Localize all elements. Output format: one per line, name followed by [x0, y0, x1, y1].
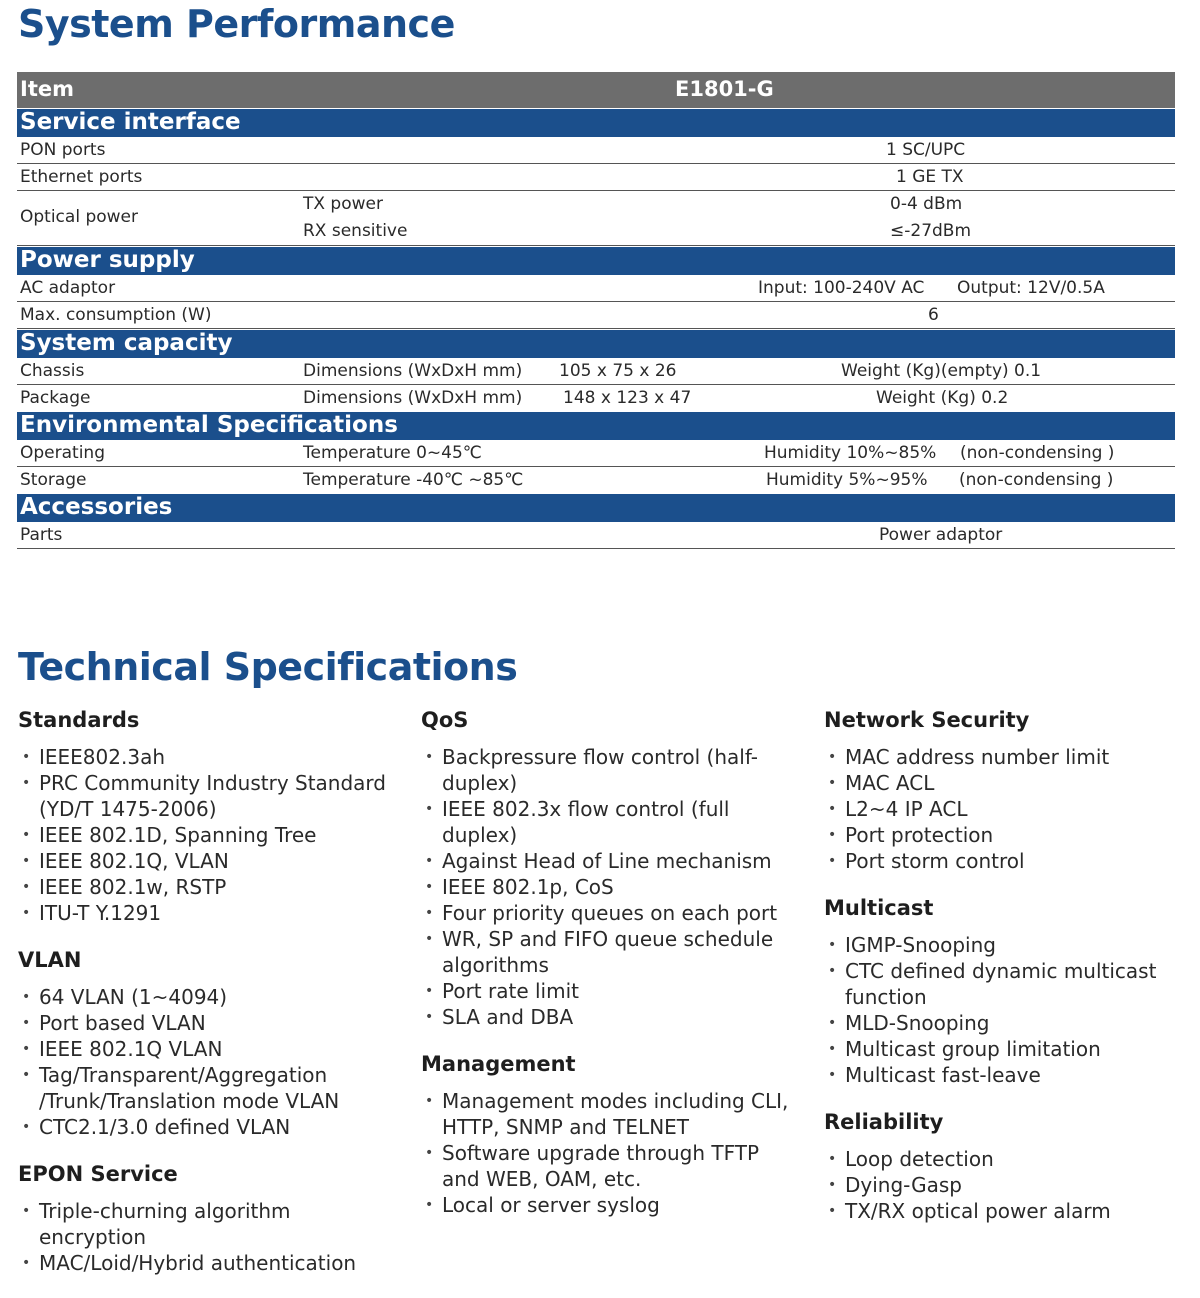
header-item: Item: [20, 77, 74, 101]
list-item: • IEEE 802.1D, Spanning Tree: [18, 822, 398, 848]
list-item: • TX/RX optical power alarm: [824, 1198, 1194, 1224]
section-system-capacity: [17, 330, 1175, 358]
list-item: • IEEE802.3ah: [18, 744, 398, 770]
row-label: Max. consumption (W): [20, 305, 212, 325]
tx-power-value: 0-4 dBm: [890, 194, 963, 214]
list-item: • IEEE 802.3x flow control (full duplex): [421, 796, 801, 848]
system-performance-title: System Performance: [18, 2, 455, 46]
list-item: • WR, SP and FIFO queue schedule algorithms: [421, 926, 801, 978]
list-item: • 64 VLAN (1~4094): [18, 984, 398, 1010]
management-heading: Management: [421, 1052, 576, 1076]
list-item: • ITU-T Y.1291: [18, 900, 398, 926]
humidity: Humidity 5%~95%: [766, 470, 928, 490]
humidity-note: (non-condensing ): [960, 443, 1115, 463]
weight: Weight (Kg)(empty) 0.1: [841, 361, 1042, 381]
epon-service-list: [18, 1198, 398, 1276]
table-row-pon-ports: [17, 137, 1175, 164]
row-label: PON ports: [20, 140, 106, 160]
list-item: • Dying-Gasp: [824, 1172, 1194, 1198]
section-environmental: [17, 412, 1175, 440]
row-label: Chassis: [20, 361, 85, 381]
dimensions-label: Dimensions (WxDxH mm): [303, 361, 523, 381]
dimensions-value: 105 x 75 x 26: [559, 361, 677, 381]
ac-output: Output: 12V/0.5A: [957, 278, 1105, 298]
row-value: 1 SC/UPC: [886, 140, 966, 160]
list-item: • Port protection: [824, 822, 1194, 848]
list-item: • MLD-Snooping: [824, 1010, 1194, 1036]
row-value: 1 GE TX: [896, 167, 964, 187]
list-item: • Port storm control: [824, 848, 1194, 874]
vlan-list: [18, 984, 398, 1140]
list-item: • IEEE 802.1p, CoS: [421, 874, 801, 900]
section-label: System capacity: [20, 330, 233, 356]
list-item: • MAC ACL: [824, 770, 1194, 796]
standards-list: [18, 744, 398, 926]
network-security-heading: Network Security: [824, 708, 1030, 732]
dimensions-value: 148 x 123 x 47: [563, 388, 692, 408]
table-row-chassis: [17, 358, 1175, 385]
section-label: Accessories: [20, 494, 173, 520]
list-item: • Loop detection: [824, 1146, 1194, 1172]
list-item: • Four priority queues on each port: [421, 900, 801, 926]
row-label: Operating: [20, 443, 105, 463]
row-label: Optical power: [20, 207, 138, 227]
technical-specifications-title: Technical Specifications: [18, 645, 518, 689]
list-item: • Port rate limit: [421, 978, 801, 1004]
humidity-note: (non-condensing ): [959, 470, 1114, 490]
row-label: AC adaptor: [20, 278, 116, 298]
list-item: • Multicast fast-leave: [824, 1062, 1194, 1088]
table-row-max-consumption: [17, 302, 1175, 329]
multicast-heading: Multicast: [824, 896, 934, 920]
table-row-operating: [17, 440, 1175, 467]
list-item: • IGMP-Snooping: [824, 932, 1194, 958]
list-item: • Triple-churning algorithm encryption: [18, 1198, 398, 1250]
list-item: • Software upgrade through TFTP and WEB, OAM, etc.: [421, 1140, 801, 1192]
list-item: • SLA and DBA: [421, 1004, 801, 1030]
list-item: • CTC2.1/3.0 defined VLAN: [18, 1114, 398, 1140]
section-service-interface: [17, 109, 1175, 137]
rx-sensitive-label: RX sensitive: [303, 221, 408, 241]
table-row-ethernet-ports: [17, 164, 1175, 191]
list-item: • PRC Community Industry Standard (YD/T 1475-2006): [18, 770, 398, 822]
list-item: • Against Head of Line mechanism: [421, 848, 801, 874]
qos-list: [421, 744, 801, 1030]
list-item: • IEEE 802.1w, RSTP: [18, 874, 398, 900]
list-item: • Local or server syslog: [421, 1192, 801, 1218]
list-item: • MAC/Loid/Hybrid authentication: [18, 1250, 398, 1276]
row-label: Ethernet ports: [20, 167, 143, 187]
list-item: • IEEE 802.1Q VLAN: [18, 1036, 398, 1062]
list-item: • CTC defined dynamic multicast function: [824, 958, 1194, 1010]
spec-column-3: [824, 708, 1194, 1246]
weight: Weight (Kg) 0.2: [876, 388, 1009, 408]
row-value: Power adaptor: [879, 525, 1003, 545]
list-item: • MAC address number limit: [824, 744, 1194, 770]
table-row-storage: [17, 467, 1175, 493]
temperature: Temperature -40℃ ~85℃: [303, 470, 524, 490]
table-row-parts: [17, 522, 1175, 549]
row-label: Parts: [20, 525, 63, 545]
management-list: [421, 1088, 801, 1218]
table-row-ac-adaptor: [17, 275, 1175, 302]
table-row-package: [17, 385, 1175, 411]
list-item: • Backpressure flow control (half-duplex): [421, 744, 801, 796]
spec-column-1: [18, 708, 398, 1298]
row-label: Storage: [20, 470, 87, 490]
row-value: 6: [928, 305, 939, 325]
list-item: • IEEE 802.1Q, VLAN: [18, 848, 398, 874]
section-power-supply: [17, 247, 1175, 275]
list-item: • Management modes including CLI, HTTP, SNMP and TELNET: [421, 1088, 801, 1140]
ac-input: Input: 100-240V AC: [758, 278, 925, 298]
table-row-optical-power: [17, 191, 1175, 246]
rx-sensitive-value: ≤-27dBm: [890, 221, 972, 241]
spec-column-2: [421, 708, 801, 1240]
section-accessories: [17, 494, 1175, 522]
list-item: • Port based VLAN: [18, 1010, 398, 1036]
list-item: • Tag/Transparent/Aggregation /Trunk/Translation mode VLAN: [18, 1062, 398, 1114]
standards-heading: Standards: [18, 708, 140, 732]
list-item: • L2~4 IP ACL: [824, 796, 1194, 822]
temperature: Temperature 0~45℃: [303, 443, 482, 463]
section-label: Service interface: [20, 109, 241, 135]
row-label: Package: [20, 388, 91, 408]
list-item: • Multicast group limitation: [824, 1036, 1194, 1062]
multicast-list: [824, 932, 1194, 1088]
dimensions-label: Dimensions (WxDxH mm): [303, 388, 523, 408]
section-label: Power supply: [20, 247, 195, 273]
header-model: E1801-G: [675, 77, 774, 101]
network-security-list: [824, 744, 1194, 874]
section-label: Environmental Specifications: [20, 412, 398, 438]
epon-service-heading: EPON Service: [18, 1162, 178, 1186]
tx-power-label: TX power: [303, 194, 383, 214]
humidity: Humidity 10%~85%: [764, 443, 937, 463]
system-performance-table: [17, 72, 1175, 549]
table-header: [17, 72, 1175, 108]
reliability-list: [824, 1146, 1194, 1224]
qos-heading: QoS: [421, 708, 469, 732]
reliability-heading: Reliability: [824, 1110, 944, 1134]
vlan-heading: VLAN: [18, 948, 82, 972]
